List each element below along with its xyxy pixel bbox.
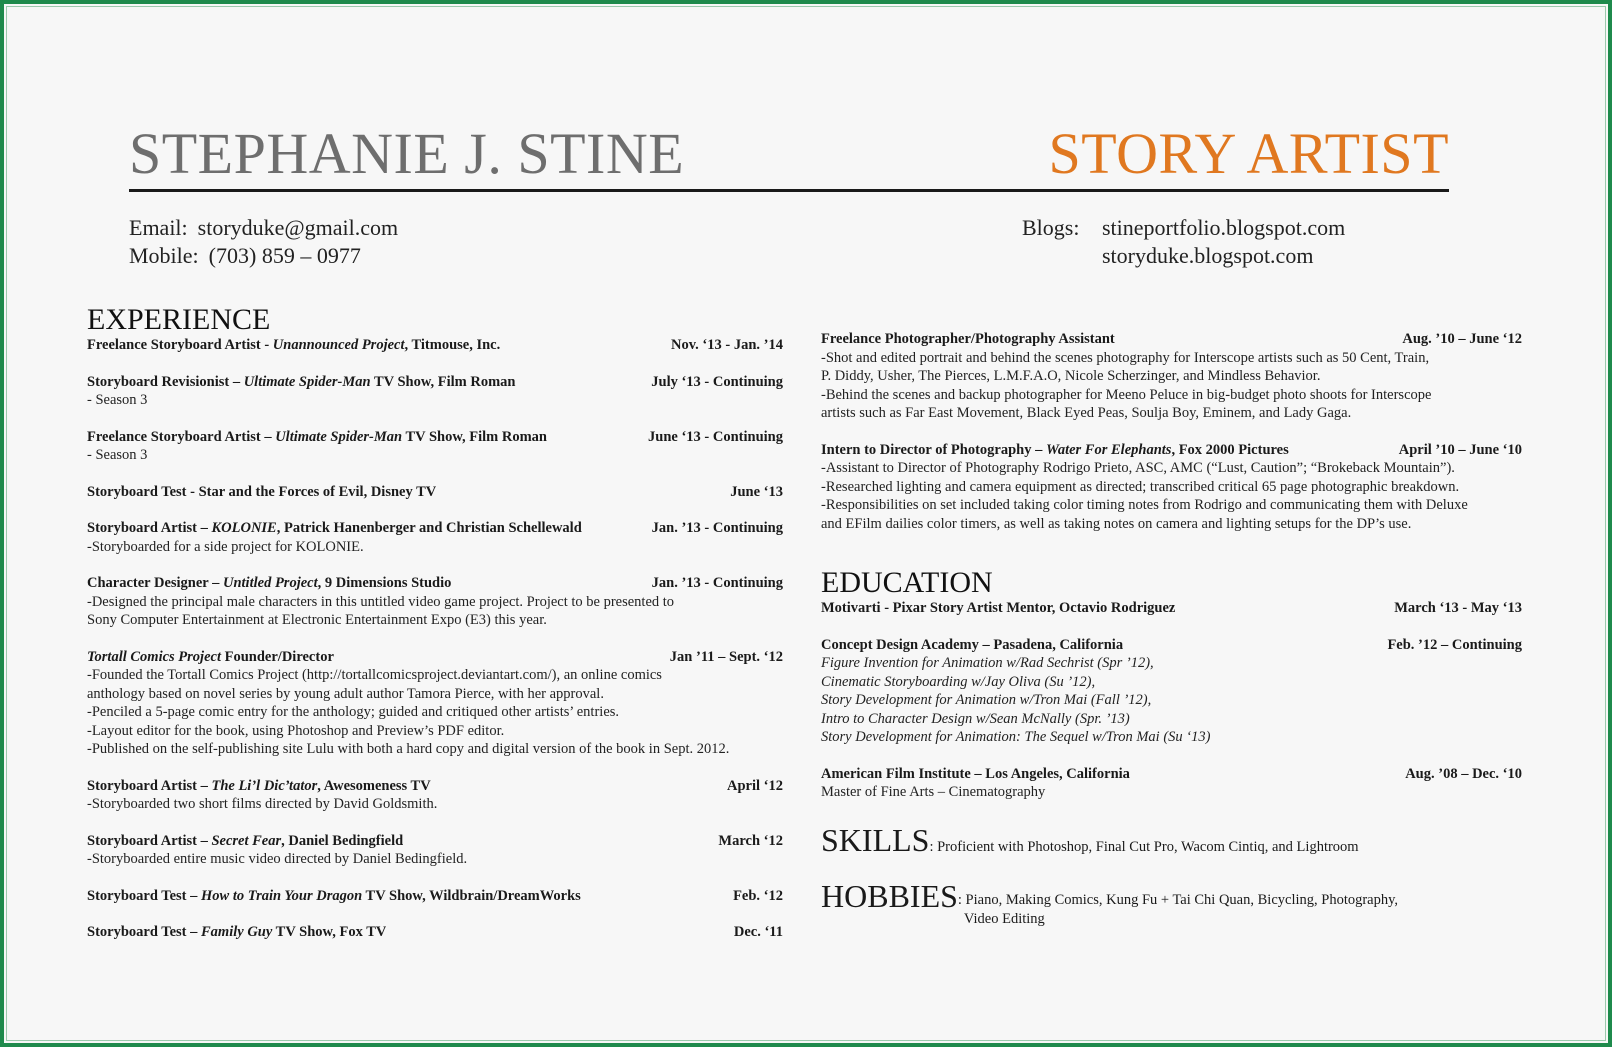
entry-detail-line: -Assistant to Director of Photography Rodrigo Prieto, ASC, AMC (“Lust, Caution”; “Brokeback Mountain”). — [821, 460, 1455, 476]
skills-heading: SKILLS — [821, 821, 930, 858]
entry-detail-line: Intro to Character Design w/Sean McNally (Spr. ’13) — [821, 710, 1130, 727]
entry-title: Freelance Photographer/Photography Assistant — [821, 331, 1115, 347]
entry-date: April ’10 – June ‘10 — [1398, 441, 1522, 458]
entry-title: Storyboard Test – How to Train Your Dragon TV Show, Wildbrain/DreamWorks — [87, 887, 581, 904]
entry-header — [87, 519, 783, 538]
hobbies-section — [821, 879, 1522, 929]
experience-heading: EXPERIENCE — [87, 303, 271, 336]
entry-header — [87, 483, 783, 502]
education-entry — [821, 599, 1522, 618]
hobbies-text — [958, 879, 1398, 929]
education-list — [821, 599, 1522, 802]
experience-entry — [87, 923, 783, 942]
experience-entry — [87, 373, 783, 410]
entry-date: Nov. ‘13 - Jan. ’14 — [671, 337, 783, 353]
entry-title: Storyboard Revisionist – Ultimate Spider-Man TV Show, Film Roman — [87, 373, 516, 390]
entry-detail-line: -Founded the Tortall Comics Project (http://tortallcomicsproject.deviantart.com/), an online comics — [87, 667, 662, 683]
hobbies-line-1: : Piano, Making Comics, Kung Fu + Tai Chi Quan, Bicycling, Photography, — [957, 891, 1399, 908]
entry-header — [87, 336, 783, 355]
entry-detail-line: -Behind the scenes and backup photographer for Meeno Peluce in big-budget photo shoots for Interscope — [821, 386, 1432, 403]
hobbies-heading: HOBBIES — [821, 877, 958, 914]
entry-header — [821, 330, 1522, 349]
mobile-value: (703) 859 – 0977 — [208, 243, 361, 268]
resume-name: STEPHANIE J. STINE — [129, 121, 685, 186]
left-column — [87, 304, 783, 960]
entry-date: Aug. ’08 – Dec. ‘10 — [1405, 765, 1522, 782]
entry-title: Freelance Storyboard Artist – Ultimate Spider-Man TV Show, Film Roman — [87, 428, 547, 445]
entry-detail-line: Master of Fine Arts – Cinematography — [821, 784, 1046, 800]
entry-detail-line: -Designed the principal male characters in this untitled video game project. Project to be presented to — [87, 593, 675, 610]
header-divider — [129, 189, 1449, 192]
entry-date: June ‘13 — [730, 483, 783, 500]
entry-date: April ‘12 — [727, 777, 783, 794]
entry-header — [87, 648, 783, 667]
experience-entry — [87, 483, 783, 502]
mobile-row — [129, 242, 398, 270]
experience-entry — [87, 887, 783, 906]
entry-title: Concept Design Academy – Pasadena, California — [821, 636, 1124, 653]
entry-header — [821, 441, 1522, 460]
entry-detail-line: -Layout editor for the book, using Photoshop and Preview’s PDF editor. — [87, 722, 505, 739]
entry-header — [821, 765, 1522, 784]
entry-date: March ‘13 - May ‘13 — [1394, 600, 1522, 616]
blogs-label: Blogs: — [1022, 215, 1080, 240]
experience-entry — [87, 428, 783, 465]
entry-title: Storyboard Artist – The Li’l Dic’tator, Awesomeness TV — [87, 777, 431, 794]
entry-title: Intern to Director of Photography – Water For Elephants, Fox 2000 Pictures — [821, 441, 1289, 458]
email-value[interactable]: storyduke@gmail.com — [197, 215, 399, 240]
entry-header — [87, 373, 783, 392]
experience-entry — [87, 574, 783, 630]
entry-title: Storyboard Test – Family Guy TV Show, Fox TV — [87, 924, 387, 940]
entry-detail-line: -Storyboarded two short films directed by David Goldsmith. — [87, 796, 438, 812]
entry-header — [87, 574, 783, 593]
experience-entry — [87, 832, 783, 869]
entry-date: June ‘13 - Continuing — [648, 428, 783, 445]
experience-entry — [87, 777, 783, 814]
email-row — [129, 214, 398, 242]
entry-title: Freelance Storyboard Artist - Unannounced Project, Titmouse, Inc. — [87, 337, 501, 353]
entry-date: Feb. ‘12 — [733, 887, 783, 904]
entry-header — [87, 777, 783, 796]
entry-detail-line: Story Development for Animation: The Sequel w/Tron Mai (Su ‘13) — [821, 729, 1211, 745]
entry-detail-line: P. Diddy, Usher, The Pierces, L.M.F.A.O, Nicole Scherzinger, and Mindless Behavior. — [821, 368, 1321, 384]
entry-detail-line: - Season 3 — [87, 447, 148, 463]
entry-header — [87, 832, 783, 851]
contact-block — [129, 214, 398, 270]
education-entry — [821, 636, 1522, 747]
education-entry — [821, 765, 1522, 802]
experience-entry — [87, 519, 783, 556]
experience-entry — [821, 330, 1522, 423]
entry-detail-line: -Storyboarded entire music video directed by Daniel Bedingfield. — [87, 851, 468, 867]
entry-date: Feb. ’12 – Continuing — [1387, 636, 1522, 653]
entry-detail-line: -Storyboarded for a side project for KOLONIE. — [87, 538, 364, 555]
entry-detail-line: -Responsibilities on set included taking color timing notes from Rodrigo and communicating them with Deluxe — [821, 497, 1468, 513]
entry-date: Dec. ‘11 — [733, 924, 783, 940]
blog-row-1 — [1022, 214, 1345, 242]
entry-detail-line: Story Development for Animation w/Tron Mai (Fall ’12), — [821, 692, 1152, 708]
entry-detail-line: and EFilm dailies color timers, as well as taking notes on camera and lighting setups for the DP’s use. — [821, 515, 1412, 532]
entry-date: Jan. ’13 - Continuing — [651, 520, 783, 536]
email-label: Email: — [129, 215, 188, 240]
entry-header — [87, 428, 783, 447]
education-heading: EDUCATION — [821, 566, 993, 599]
blogs-block — [1022, 214, 1345, 270]
experience-entry — [87, 336, 783, 355]
right-column — [821, 330, 1522, 929]
entry-header — [87, 887, 783, 906]
entry-title: Character Designer – Untitled Project, 9 Dimensions Studio — [87, 575, 452, 591]
blog-row-2 — [1022, 242, 1345, 270]
entry-detail-line: -Penciled a 5-page comic entry for the anthology; guided and critiqued other artists’ entries. — [87, 704, 620, 720]
entry-date: Aug. ’10 – June ‘12 — [1402, 331, 1522, 347]
resume-role: STORY ARTIST — [1048, 121, 1449, 186]
entry-detail-line: -Published on the self-publishing site Lulu with both a hard copy and digital version of the book in Sept. 2012. — [87, 741, 730, 757]
entry-date: July ‘13 - Continuing — [651, 373, 783, 390]
experience-entry — [87, 648, 783, 759]
entry-title: Storyboard Artist – Secret Fear, Daniel Bedingfield — [87, 832, 404, 849]
blog-link-1[interactable]: stineportfolio.blogspot.com — [1102, 215, 1346, 240]
mobile-label: Mobile: — [129, 243, 199, 268]
experience-entry — [821, 441, 1522, 534]
education-section — [821, 567, 1522, 802]
skills-section — [821, 822, 1522, 859]
entry-title: Tortall Comics Project Founder/Director — [87, 648, 334, 665]
entry-detail-line: anthology based on novel series by young adult author Tamora Pierce, with her approval. — [87, 685, 604, 702]
entry-detail-line: artists such as Far East Movement, Black Eyed Peas, Soulja Boy, Eminem, and Lady Gaga. — [821, 405, 1352, 421]
entry-date: Jan ’11 – Sept. ‘12 — [669, 648, 783, 665]
entry-title: Motivarti - Pixar Story Artist Mentor, Octavio Rodriguez — [821, 600, 1176, 616]
entry-detail-line: -Shot and edited portrait and behind the scenes photography for Interscope artists such as 50 Cent, Train, — [821, 349, 1430, 366]
skills-text: : Proficient with Photoshop, Final Cut Pro, Wacom Cintiq, and Lightroom — [929, 838, 1359, 855]
entry-detail-line: Sony Computer Entertainment at Electronic Entertainment Expo (E3) this year. — [87, 612, 547, 628]
entry-detail-line: Cinematic Storyboarding w/Jay Oliva (Su ’12), — [821, 673, 1096, 690]
entry-date: Jan. ’13 - Continuing — [651, 575, 783, 591]
blog-link-2[interactable]: storyduke.blogspot.com — [1102, 243, 1314, 268]
entry-title: Storyboard Artist – KOLONIE, Patrick Hanenberger and Christian Schellewald — [87, 520, 582, 536]
entry-header — [87, 923, 783, 942]
entry-header — [821, 599, 1522, 618]
entry-detail-line: -Researched lighting and camera equipment as directed; transcribed critical 65 page photographic breakdown. — [821, 478, 1460, 495]
hobbies-line-2: Video Editing — [963, 910, 1045, 927]
experience-list-continued — [821, 330, 1522, 533]
entry-title: Storyboard Test - Star and the Forces of Evil, Disney TV — [87, 483, 437, 500]
entry-title: American Film Institute – Los Angeles, California — [821, 765, 1130, 782]
entry-detail-line: Figure Invention for Animation w/Rad Sechrist (Spr ’12), — [821, 655, 1154, 671]
entry-detail-line: - Season 3 — [87, 392, 148, 408]
entry-header — [821, 636, 1522, 655]
experience-list — [87, 336, 783, 942]
entry-date: March ‘12 — [718, 832, 783, 849]
